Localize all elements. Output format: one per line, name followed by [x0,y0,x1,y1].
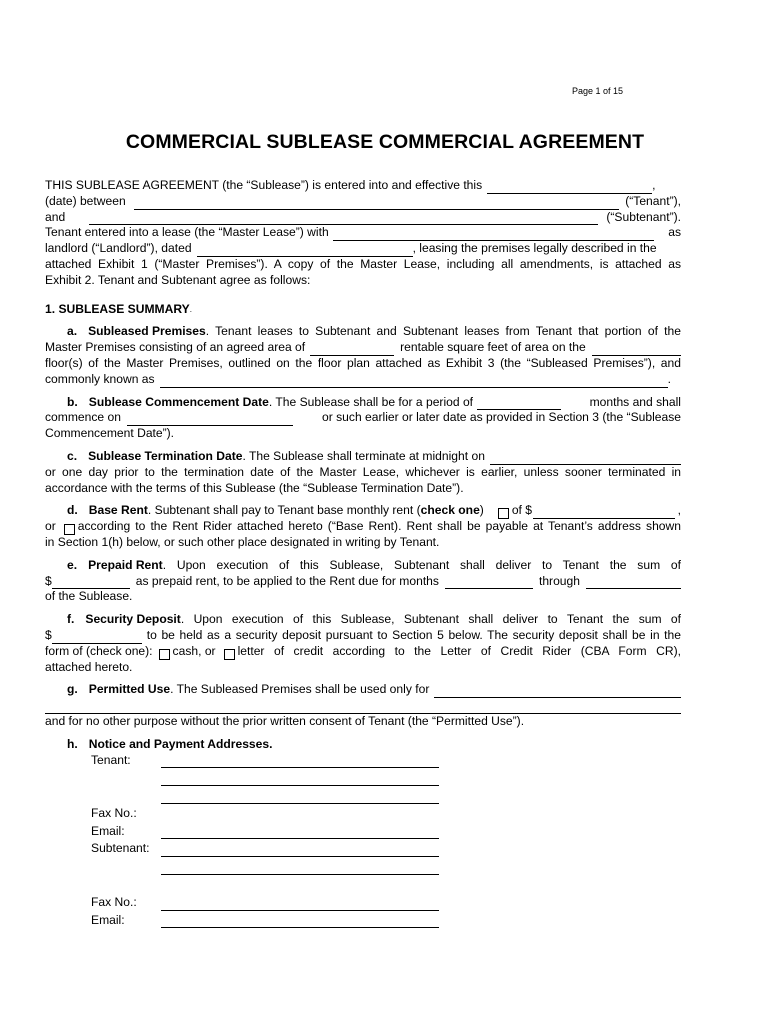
item-b-line-3: Commencement Date”). [45,426,175,441]
page-number: Page 1 of 15 [572,86,624,96]
prepaid-rent-blank[interactable] [52,576,130,589]
item-c-line-2: or one day prior to the termination date of the Master Lease, whichever is earlier, unless sooner terminated in [45,464,681,479]
item-b-title: Sublease Commencement Date [88,394,269,409]
permitted-use-blank[interactable] [434,685,681,698]
subtenant-address-row-2 [45,857,681,875]
item-g-line-2 [45,698,681,714]
intro-line-4: Tenant entered into a lease (the “Master Lease”) with as [45,225,681,240]
item-e-line-1: e. Prepaid Rent . Upon execution of this Sublease, Subtenant shall deliver to Tenant the sum of [67,557,681,572]
document-title: COMMERCIAL SUBLEASE COMMERCIAL AGREEMENT [125,131,645,153]
permitted-use-continued-blank[interactable] [45,701,681,714]
security-deposit-blank[interactable] [52,631,142,644]
commence-date-blank[interactable] [127,413,293,426]
intro-line-3: and (“Subtenant”). [45,209,681,224]
subtenant-address-row-3 [45,875,681,893]
sublease-period-blank[interactable] [477,397,561,410]
effective-date-blank[interactable] [487,181,652,194]
item-b-line-2: commence on or such earlier or later date as provided in Section 3 (the “Sublease [45,410,681,425]
subtenant-email-line[interactable] [161,914,439,928]
subtenant-address-line-1[interactable] [161,843,439,857]
item-f-line-4: attached hereto. [45,659,133,674]
rentable-sqft-blank[interactable] [310,343,394,356]
master-lease-date-blank[interactable] [197,244,413,257]
item-c-title: Sublease Termination Date [88,448,243,463]
tenant-fax-row: Fax No.: [91,805,137,820]
item-a-line-1: a. Subleased Premises . Tenant leases to Subtenant and Subtenant leases from Tenant that portion of the [67,324,681,339]
tenant-address-line-2[interactable] [161,772,439,786]
subtenant-address-line-3 [161,880,439,893]
item-a-line-4: commonly known as . [45,371,671,386]
item-a-title: Subleased Premises [88,324,206,339]
subtenant-fax-line[interactable] [161,897,439,911]
item-a-line-2: Master Premises consisting of an agreed area of rentable square feet of area on the [45,340,681,356]
cash-checkbox[interactable] [159,649,170,660]
item-c-line-1: c. Sublease Termination Date . The Sublease shall terminate at midnight on [45,449,681,465]
prepaid-months-from-blank[interactable] [445,576,533,589]
item-d-line-3: in Section 1(h) below, or such other place designated in writing by Tenant. [45,534,440,549]
tenant-address-line-3[interactable] [161,790,439,804]
base-rent-amount-blank[interactable] [533,506,675,519]
tenant-address-row-2 [45,768,681,786]
floor-blank[interactable] [592,343,681,356]
document-body [45,178,681,928]
item-d-title: Base Rent [88,503,148,518]
tenant-address-row-3 [45,786,681,804]
landlord-name-blank[interactable] [333,228,655,241]
intro-line-7: Exhibit 2. Tenant and Subtenant agree as follows: [45,272,311,287]
item-d-line-2: or according to the Rent Rider attached hereto (“Base Rent). Rent shall be payable at Tenant’s address shown [45,519,681,534]
item-g-line-3: and for no other purpose without the prior written consent of Tenant (the “Permitted Use”). [45,713,525,728]
item-f-line-3: form of (check one): cash, or letter of credit according to the Letter of Credit Rider (CBA Form CR), [45,643,681,658]
item-d-line-1: d. Base Rent . Subtenant shall pay to Tenant base monthly rent ( check one ) of $ , [67,503,681,518]
subtenant-address-row: Subtenant: [45,839,681,857]
base-rent-amount-checkbox[interactable] [498,508,509,519]
intro-line-6: attached Exhibit 1 (“Master Premises”). A copy of the Master Lease, including all amendments, is attached as [45,256,681,271]
item-g-title: Permitted Use [88,682,171,697]
prepaid-months-through-blank[interactable] [586,576,681,589]
subtenant-name-blank[interactable] [89,212,598,225]
tenant-email-line[interactable] [161,825,439,839]
commonly-known-as-blank[interactable] [160,375,668,388]
item-c-line-3: accordance with the terms of this Sublease (the “Sublease Termination Date”). [45,480,464,495]
rent-rider-checkbox[interactable] [64,524,75,535]
section-1-heading: 1. SUBLEASE SUMMARY . [45,301,192,316]
tenant-address-line-1[interactable] [161,754,439,768]
intro-line-5: landlord (“Landlord”), dated , leasing the premises legally described in the [45,241,657,256]
subtenant-email-row: Email: [45,911,681,929]
item-f-line-1: f. Security Deposit . Upon execution of this Sublease, Subtenant shall deliver to Tenant the sum of [67,612,681,627]
tenant-email-row: Email: [45,822,681,840]
item-h-title: Notice and Payment Addresses. [88,736,273,751]
item-g-line-1: g. Permitted Use . The Subleased Premises shall be used only for [45,682,681,698]
subtenant-address-line-2[interactable] [161,861,439,875]
item-f-line-2: $ to be held as a security deposit pursuant to Section 5 below. The security deposit shall be in the [45,627,681,642]
letter-of-credit-checkbox[interactable] [224,649,235,660]
intro-line-2: (date) between (“Tenant”), [45,193,681,208]
item-e-line-2: $ as prepaid rent, to be applied to the Rent due for months through [45,574,681,590]
item-e-line-3: of the Sublease. [45,589,133,604]
item-h-line-1: h. Notice and Payment Addresses. [67,736,273,751]
item-f-title: Security Deposit [85,612,181,627]
tenant-address-row: Tenant: [45,753,681,769]
termination-date-blank[interactable] [490,452,681,465]
item-a-line-3: floor(s) of the Master Premises, outlined on the floor plan attached as Exhibit 3 (the “Subleased Premises”), and [45,355,681,370]
item-e-title: Prepaid Rent [88,557,163,572]
tenant-name-blank[interactable] [134,197,620,210]
item-b-line-1: b. Sublease Commencement Date . The Sublease shall be for a period of months and shall [67,394,681,409]
intro-line-1: THIS SUBLEASE AGREEMENT (the “Sublease”) is entered into and effective this , [45,178,656,192]
subtenant-fax-row: Fax No.: [45,893,681,911]
